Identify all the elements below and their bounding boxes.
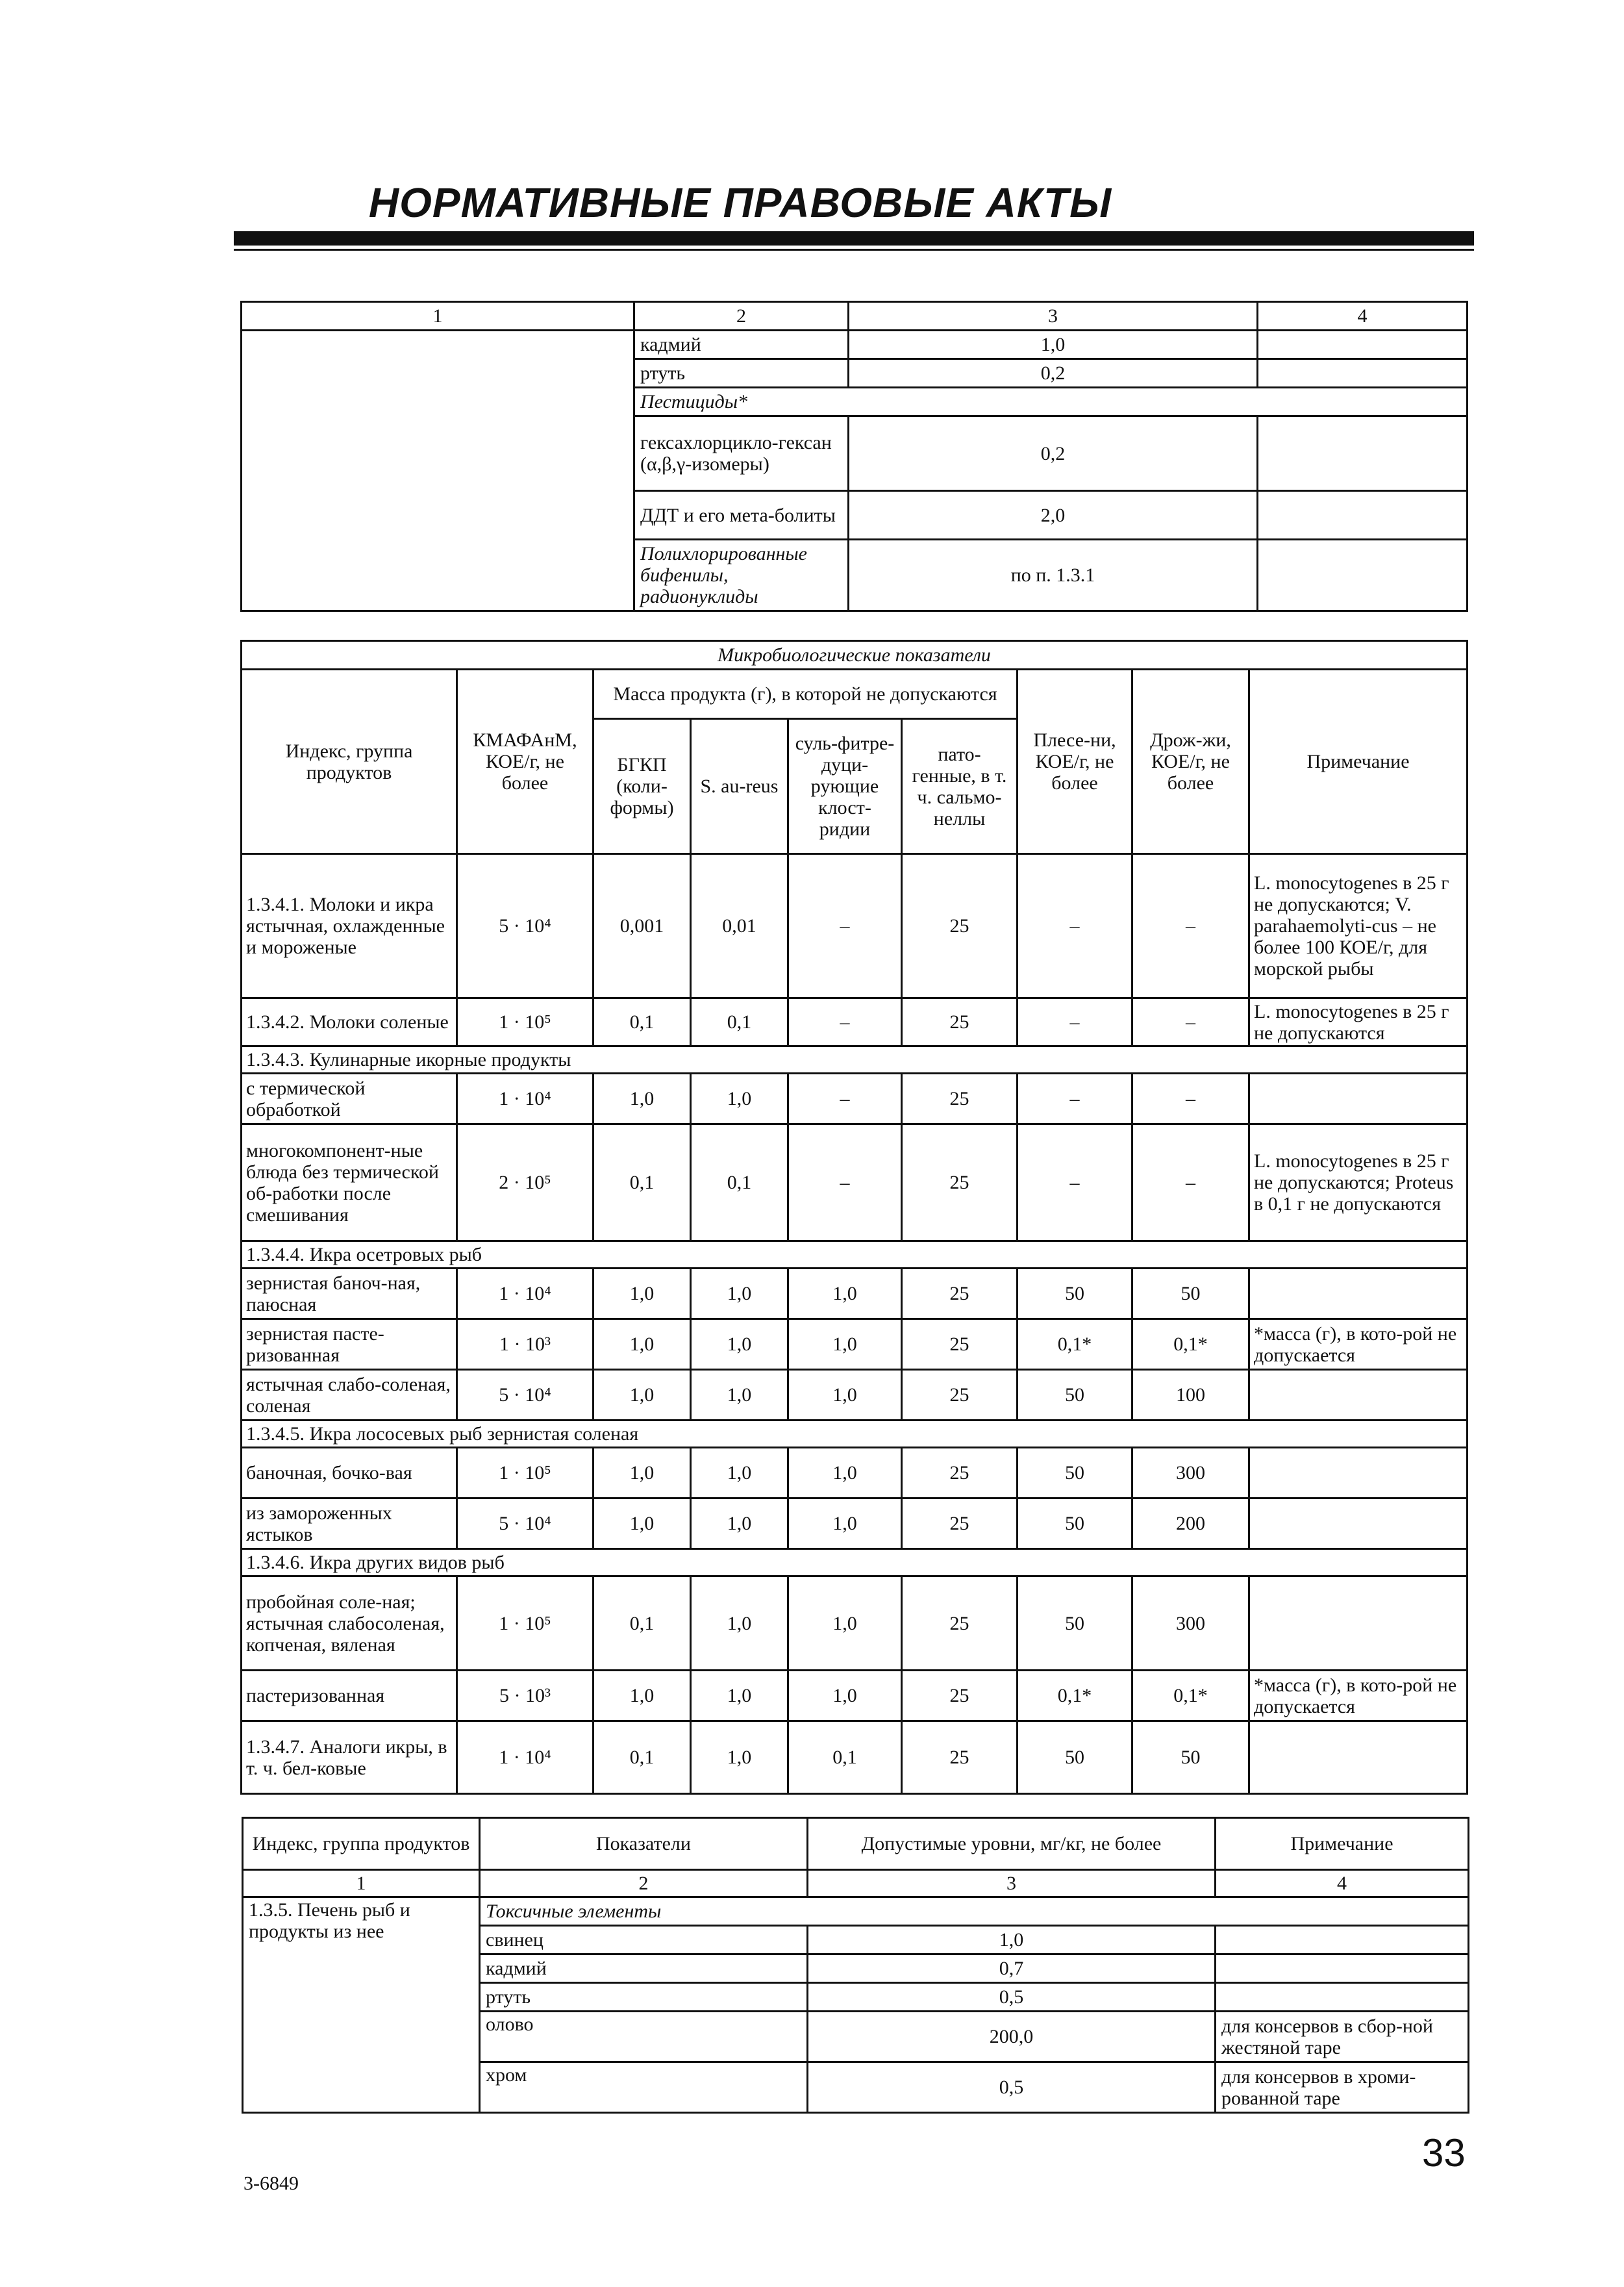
- note-cell: [1249, 1576, 1468, 1671]
- value-cell: 200: [1132, 1498, 1249, 1549]
- value-cell: –: [788, 1124, 902, 1241]
- value-cell: 1,0: [808, 1926, 1216, 1954]
- value-cell: 0,1: [593, 1124, 691, 1241]
- value-cell: 1,0: [788, 1498, 902, 1549]
- value-cell: 50: [1018, 1370, 1132, 1421]
- indicator-cell: хром: [480, 2062, 808, 2113]
- value-cell: 0,1*: [1132, 1319, 1249, 1370]
- value-cell: 5 · 10⁴: [457, 854, 593, 998]
- value-cell: –: [788, 998, 902, 1046]
- column-header-note: Примечание: [1249, 670, 1468, 854]
- note-cell: [1258, 540, 1468, 611]
- product-cell: ястычная слабо-соленая, соленая: [242, 1370, 457, 1421]
- print-code: 3-6849: [244, 2173, 299, 2194]
- product-cell: пробойная соле-ная; ястычная слабосоленая, копченая, вяленая: [242, 1576, 457, 1671]
- note-cell: [1249, 1448, 1468, 1498]
- value-cell: 5 · 10³: [457, 1671, 593, 1721]
- value-cell: 50: [1018, 1498, 1132, 1549]
- note-cell: [1249, 1721, 1468, 1794]
- value-cell: –: [788, 854, 902, 998]
- value-cell: 0,1: [691, 1124, 788, 1241]
- value-cell: –: [1018, 998, 1132, 1046]
- note-cell: [1249, 1370, 1468, 1421]
- column-header-index: Индекс, группа продуктов: [243, 1818, 480, 1870]
- header-rule-thick: [234, 231, 1474, 246]
- value-cell: 50: [1018, 1448, 1132, 1498]
- column-number: 4: [1216, 1870, 1469, 1897]
- header-rule-thin: [234, 249, 1474, 251]
- note-cell: [1249, 1498, 1468, 1549]
- note-cell: для консервов в хроми-рованной таре: [1216, 2062, 1469, 2113]
- value-cell: 25: [902, 998, 1018, 1046]
- value-cell: 25: [902, 1721, 1018, 1794]
- table-microbiology: [240, 640, 1468, 1795]
- product-cell: зернистая баноч-ная, паюсная: [242, 1269, 457, 1319]
- product-cell: 1.3.4.7. Аналоги икры, в т. ч. бел-ковые: [242, 1721, 457, 1794]
- value-cell: 1,0: [691, 1074, 788, 1124]
- page-title: НОРМАТИВНЫЕ ПРАВОВЫЕ АКТЫ: [368, 179, 1112, 226]
- column-header-levels: Допустимые уровни, мг/кг, не более: [808, 1818, 1216, 1870]
- column-number: 1: [243, 1870, 480, 1897]
- value-cell: –: [1132, 998, 1249, 1046]
- note-cell: *масса (г), в кото-рой не допускается: [1249, 1671, 1468, 1721]
- indicator-cell: ртуть: [480, 1983, 808, 2012]
- note-cell: *масса (г), в кото-рой не допускается: [1249, 1319, 1468, 1370]
- value-cell: 1,0: [691, 1269, 788, 1319]
- note-cell: [1249, 1269, 1468, 1319]
- value-cell: 1,0: [691, 1721, 788, 1794]
- note-cell: [1249, 1074, 1468, 1124]
- note-cell: для консервов в сбор-ной жестяной таре: [1216, 2012, 1469, 2062]
- section-heading: Микробиологические показатели: [242, 641, 1468, 670]
- value-cell: 5 · 10⁴: [457, 1370, 593, 1421]
- value-cell: –: [788, 1074, 902, 1124]
- indicator-cell: ртуть: [634, 359, 849, 388]
- value-cell: 0,1*: [1132, 1671, 1249, 1721]
- note-cell: [1216, 1954, 1469, 1983]
- value-cell: –: [1132, 854, 1249, 998]
- value-cell: –: [1018, 854, 1132, 998]
- value-cell: 25: [902, 854, 1018, 998]
- table-contaminants-continued: [240, 301, 1468, 612]
- product-cell: баночная, бочко-вая: [242, 1448, 457, 1498]
- value-cell: 1,0: [691, 1498, 788, 1549]
- note-cell: [1216, 1983, 1469, 2012]
- value-cell: 0,7: [808, 1954, 1216, 1983]
- value-cell: 0,1: [593, 1721, 691, 1794]
- column-header-indicators: Показатели: [480, 1818, 808, 1870]
- value-cell: 1,0: [593, 1319, 691, 1370]
- indicator-cell: кадмий: [480, 1954, 808, 1983]
- value-cell: 50: [1018, 1269, 1132, 1319]
- value-cell: 1,0: [691, 1319, 788, 1370]
- value-cell: 25: [902, 1319, 1018, 1370]
- value-cell: 25: [902, 1498, 1018, 1549]
- value-cell: 1,0: [593, 1370, 691, 1421]
- table-header-cell: 3: [849, 302, 1258, 331]
- value-cell: 1,0: [788, 1448, 902, 1498]
- column-header-index: Индекс, группа продуктов: [242, 670, 457, 854]
- value-cell: 1,0: [691, 1370, 788, 1421]
- value-cell: 1,0: [788, 1370, 902, 1421]
- value-cell: 1 · 10⁵: [457, 1576, 593, 1671]
- indicator-cell: свинец: [480, 1926, 808, 1954]
- value-cell: 0,2: [849, 416, 1258, 491]
- value-cell: 1 · 10⁴: [457, 1074, 593, 1124]
- value-cell: 0,1: [788, 1721, 902, 1794]
- note-cell: [1258, 359, 1468, 388]
- group-heading: 1.3.4.3. Кулинарные икорные продукты: [242, 1046, 1468, 1074]
- indicator-cell: кадмий: [634, 331, 849, 359]
- value-cell: 0,1: [593, 998, 691, 1046]
- value-cell: 1,0: [593, 1671, 691, 1721]
- product-cell: пастеризованная: [242, 1671, 457, 1721]
- subgroup-heading: Токсичные элементы: [480, 1897, 1469, 1926]
- value-cell: 1 · 10⁴: [457, 1721, 593, 1794]
- value-cell: 1,0: [788, 1671, 902, 1721]
- value-cell: 5 · 10⁴: [457, 1498, 593, 1549]
- value-cell: 1,0: [593, 1074, 691, 1124]
- column-header-mold: Плесе-ни, КОЕ/г, не более: [1018, 670, 1132, 854]
- value-cell: 300: [1132, 1448, 1249, 1498]
- indicator-cell: олово: [480, 2012, 808, 2062]
- value-cell: 100: [1132, 1370, 1249, 1421]
- value-cell: 0,5: [808, 1983, 1216, 2012]
- group-heading: 1.3.4.5. Икра лососевых рыб зернистая соленая: [242, 1421, 1468, 1448]
- column-number: 3: [808, 1870, 1216, 1897]
- value-cell: 1,0: [849, 331, 1258, 359]
- value-cell: 1,0: [593, 1498, 691, 1549]
- page-number: 33: [1422, 2131, 1466, 2175]
- column-header-saureus: S. au-reus: [691, 719, 788, 854]
- value-cell: 0,001: [593, 854, 691, 998]
- column-header-kmafanm: КМАФАнМ, КОЕ/г, не более: [457, 670, 593, 854]
- indicator-cell: ДДТ и его мета-болиты: [634, 491, 849, 540]
- value-cell: 1,0: [691, 1671, 788, 1721]
- value-cell: 25: [902, 1448, 1018, 1498]
- column-header-note: Примечание: [1216, 1818, 1469, 1870]
- column-header-bgkp: БГКП (коли-формы): [593, 719, 691, 854]
- value-cell: 50: [1132, 1269, 1249, 1319]
- product-cell: многокомпонент-ные блюда без термической об-работки после смешивания: [242, 1124, 457, 1241]
- value-cell: –: [1018, 1124, 1132, 1241]
- column-header-pathogens: пато-генные, в т. ч. сальмо-неллы: [902, 719, 1018, 854]
- value-cell: –: [1132, 1074, 1249, 1124]
- table-fish-liver: [242, 1817, 1469, 2114]
- value-cell: 25: [902, 1074, 1018, 1124]
- value-cell: 200,0: [808, 2012, 1216, 2062]
- subgroup-heading: Пестициды*: [634, 388, 1468, 416]
- group-heading: 1.3.4.6. Икра других видов рыб: [242, 1549, 1468, 1576]
- value-cell: 0,1: [691, 998, 788, 1046]
- value-cell: 25: [902, 1269, 1018, 1319]
- value-cell: 25: [902, 1124, 1018, 1241]
- group-heading: 1.3.4.4. Икра осетровых рыб: [242, 1241, 1468, 1269]
- value-cell: 25: [902, 1370, 1018, 1421]
- value-cell: 50: [1132, 1721, 1249, 1794]
- product-cell: 1.3.4.2. Молоки соленые: [242, 998, 457, 1046]
- value-cell: 1 · 10⁵: [457, 1448, 593, 1498]
- table-cell-empty: [242, 331, 634, 611]
- product-cell: зернистая пасте-ризованная: [242, 1319, 457, 1370]
- value-cell: 0,2: [849, 359, 1258, 388]
- note-cell: L. monocytogenes в 25 г не допускаются: [1249, 998, 1468, 1046]
- product-cell: из замороженных ястыков: [242, 1498, 457, 1549]
- value-cell: 25: [902, 1576, 1018, 1671]
- value-cell: 1,0: [788, 1269, 902, 1319]
- value-cell: 1,0: [691, 1448, 788, 1498]
- value-cell: по п. 1.3.1: [849, 540, 1258, 611]
- value-cell: 50: [1018, 1576, 1132, 1671]
- column-header-mass: Масса продукта (г), в которой не допускаются: [593, 670, 1018, 719]
- value-cell: 1 · 10⁵: [457, 998, 593, 1046]
- column-number: 2: [480, 1870, 808, 1897]
- value-cell: 2,0: [849, 491, 1258, 540]
- value-cell: 25: [902, 1671, 1018, 1721]
- value-cell: 0,01: [691, 854, 788, 998]
- value-cell: 1,0: [788, 1576, 902, 1671]
- value-cell: 1,0: [593, 1448, 691, 1498]
- value-cell: 1 · 10³: [457, 1319, 593, 1370]
- value-cell: 0,1*: [1018, 1319, 1132, 1370]
- column-header-sulfite: суль-фитре-дуци-рующие клост-ридии: [788, 719, 902, 854]
- table-header-cell: 1: [242, 302, 634, 331]
- table-header-cell: 2: [634, 302, 849, 331]
- value-cell: 2 · 10⁵: [457, 1124, 593, 1241]
- note-cell: L. monocytogenes в 25 г не допускаются; V. parahaemolyti-cus – не более 100 КОЕ/г, для морской рыбы: [1249, 854, 1468, 998]
- value-cell: 0,1: [593, 1576, 691, 1671]
- note-cell: [1258, 331, 1468, 359]
- value-cell: 0,5: [808, 2062, 1216, 2113]
- value-cell: 1,0: [593, 1269, 691, 1319]
- product-cell: 1.3.5. Печень рыб и продукты из нее: [243, 1897, 480, 2113]
- value-cell: 1,0: [788, 1319, 902, 1370]
- value-cell: 1 · 10⁴: [457, 1269, 593, 1319]
- table-header-cell: 4: [1258, 302, 1468, 331]
- value-cell: 1,0: [691, 1576, 788, 1671]
- product-cell: с термической обработкой: [242, 1074, 457, 1124]
- value-cell: –: [1018, 1074, 1132, 1124]
- value-cell: 50: [1018, 1721, 1132, 1794]
- value-cell: –: [1132, 1124, 1249, 1241]
- product-cell: 1.3.4.1. Молоки и икра ястычная, охлажденные и мороженые: [242, 854, 457, 998]
- indicator-cell: гексахлорцикло-гексан (α,β,γ-изомеры): [634, 416, 849, 491]
- value-cell: 300: [1132, 1576, 1249, 1671]
- value-cell: 0,1*: [1018, 1671, 1132, 1721]
- indicator-cell: Полихлорированные бифенилы, радионуклиды: [634, 540, 849, 611]
- note-cell: [1258, 416, 1468, 491]
- note-cell: [1216, 1926, 1469, 1954]
- note-cell: [1258, 491, 1468, 540]
- column-header-yeast: Дрож-жи, КОЕ/г, не более: [1132, 670, 1249, 854]
- note-cell: L. monocytogenes в 25 г не допускаются; Proteus в 0,1 г не допускаются: [1249, 1124, 1468, 1241]
